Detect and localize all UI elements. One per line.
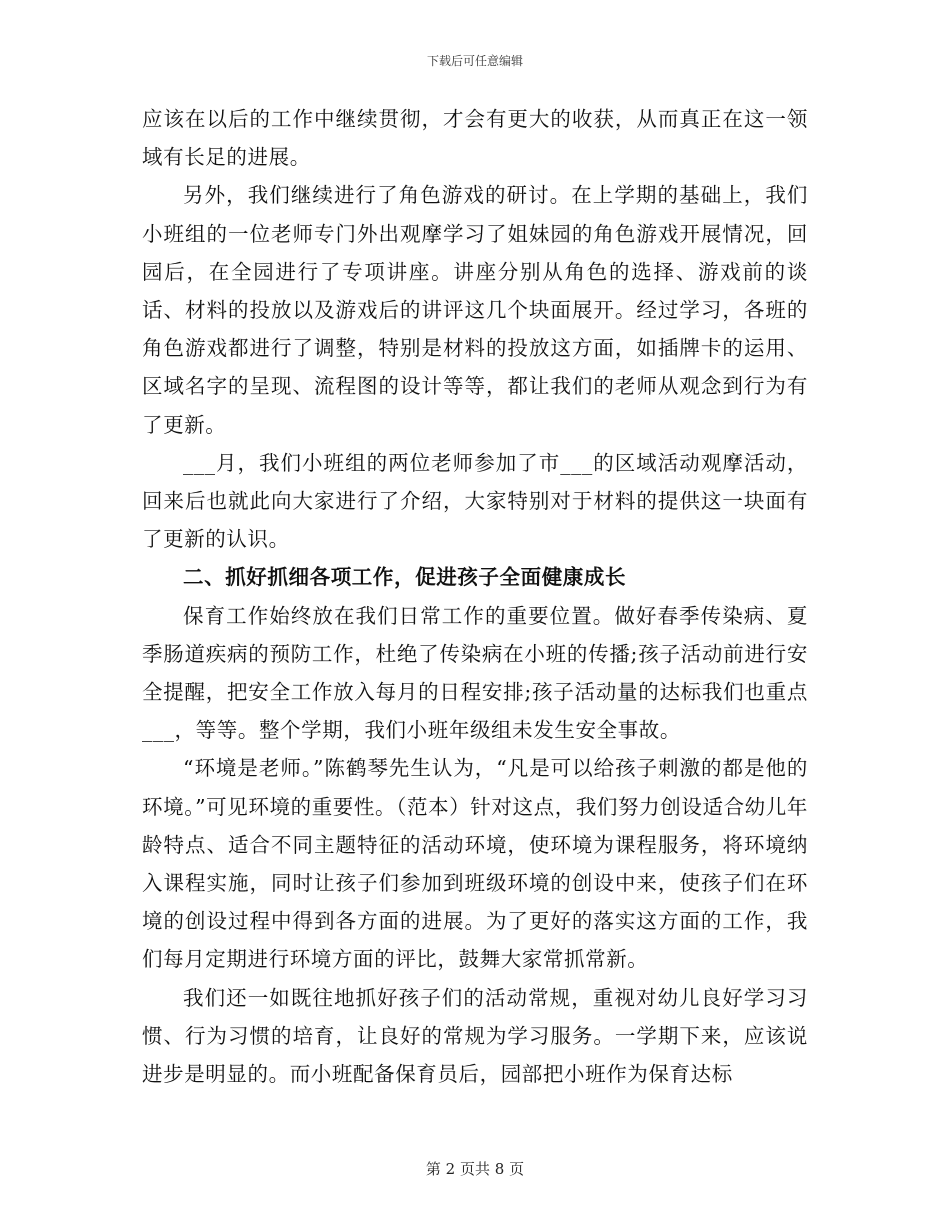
- document-body: [142, 100, 808, 1093]
- paragraph-6: 我们还一如既往地抓好孩子们的活动常规，重视对幼儿良好学习习惯、行为习惯的培育，让良好的常规为学习服务。一学期下来，应该说进步是明显的。而小班配备保育员后，园部把小班作为保育达标: [142, 985, 808, 1087]
- section-heading: 二、抓好抓细各项工作，促进孩子全面健康成长: [183, 565, 627, 590]
- paragraph-2: 另外，我们继续进行了角色游戏的研讨。在上学期的基础上，我们小班组的一位老师专门外出观摩学习了姐妹园的角色游戏开展情况，回园后，在全园进行了专项讲座。讲座分别从角色的选择、游戏前的谈话、材料的投放以及游戏后的讲评这几个块面展开。经过学习，各班的角色游戏都进行了调整，特别是材料的投放这方面，如插牌卡的运用、区域名字的呈现、流程图的设计等等，都让我们的老师从观念到行为有了更新。: [142, 183, 808, 437]
- paragraph-4: 保育工作始终放在我们日常工作的重要位置。做好春季传染病、夏季肠道疾病的预防工作，杜绝了传染病在小班的传播;孩子活动前进行安全提醒，把安全工作放入每月的日程安排;孩子活动量的达标我们也重点___，等等。整个学期，我们小班年级组未发生安全事故。: [142, 603, 808, 743]
- paragraph-5: “环境是老师。”陈鹤琴先生认为，“凡是可以给孩子刺激的都是他的环境。”可见环境的重要性。（范本）针对这点，我们努力创设适合幼儿年龄特点、适合不同主题特征的活动环境，使环境为课程服务，将环境纳入课程实施，同时让孩子们参加到班级环境的创设中来，使孩子们在环境的创设过程中得到各方面的进展。为了更好的落实这方面的工作，我们每月定期进行环境方面的评比，鼓舞大家常抓常新。: [142, 756, 808, 972]
- paragraph-3: ___月，我们小班组的两位老师参加了市___的区域活动观摩活动，回来后也就此向大家进行了介绍，大家特别对于材料的提供这一块面有了更新的认识。: [142, 450, 808, 552]
- page-footer: 第 2 页共 8 页: [425, 1160, 525, 1178]
- paragraph-1: 应该在以后的工作中继续贯彻，才会有更大的收获，从而真正在这一领域有长足的进展。: [142, 107, 808, 170]
- page-header: 下载后可任意编辑: [426, 54, 523, 68]
